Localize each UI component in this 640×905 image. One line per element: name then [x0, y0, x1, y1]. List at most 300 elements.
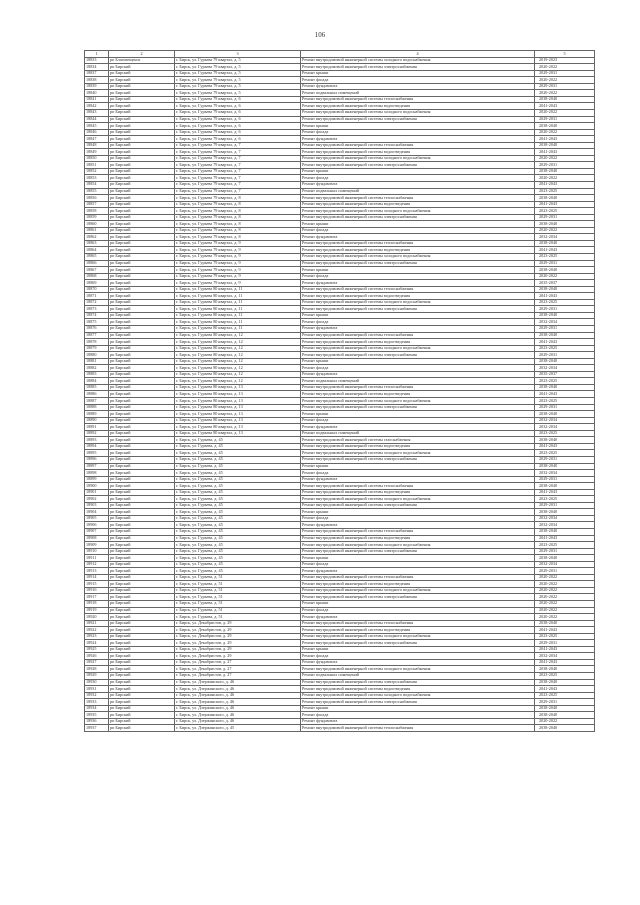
row-number-cell: 18923 [85, 633, 109, 640]
period-cell: 2029-2031 [535, 352, 595, 359]
municipality-cell: рп Бирский [109, 496, 175, 503]
municipality-cell: рп Бирский [109, 463, 175, 470]
work-type-cell: Ремонт подвальных помещений [301, 378, 535, 385]
address-cell: г. Бирск, ул. Декабристов, д. 29 [175, 627, 301, 634]
address-cell: г. Бирск, ул. Гурьева 80 квартал, д. 13 [175, 417, 301, 424]
row-number-cell: 18851 [85, 162, 109, 169]
municipality-cell: рп Бирский [109, 417, 175, 424]
period-cell: 2032-2034 [535, 522, 595, 529]
period-cell: 2029-2031 [535, 404, 595, 411]
period-cell: 2038-2040 [535, 123, 595, 130]
period-cell: 2032-2034 [535, 417, 595, 424]
work-type-cell: Ремонт внутридомовой инженерной системы холодного водоснабжения [301, 345, 535, 352]
row-number-cell: 18921 [85, 620, 109, 627]
address-cell: г. Бирск, ул. Декабристов, д. 29 [175, 646, 301, 653]
address-cell: г. Бирск, ул. Дзержинского, д. 46 [175, 705, 301, 712]
address-cell: г. Бирск, ул. Гурьева, д. 45 [175, 535, 301, 542]
municipality-cell: рп Бирский [109, 188, 175, 195]
address-cell: г. Бирск, ул. Гурьева 79 квартал, д. 7 [175, 168, 301, 175]
work-type-cell: Ремонт внутридомовой инженерной системы водоотведения [301, 293, 535, 300]
row-number-cell: 18900 [85, 483, 109, 490]
work-type-cell: Ремонт фасада [301, 273, 535, 280]
period-cell: 2020-2022 [535, 614, 595, 621]
municipality-cell: рп Бирский [109, 155, 175, 162]
work-type-cell: Ремонт внутридомовой инженерной системы холодного водоснабжения [301, 587, 535, 594]
column-number: 3 [175, 51, 301, 58]
row-number-cell: 18917 [85, 594, 109, 601]
address-cell: г. Бирск, ул. Дзержинского, д. 46 [175, 712, 301, 719]
period-cell: 2041-2043 [535, 339, 595, 346]
period-cell: 2038-2040 [535, 240, 595, 247]
row-number-cell: 18913 [85, 568, 109, 575]
municipality-cell: рп Бирский [109, 339, 175, 346]
address-cell: г. Бирск, ул. Дзержинского, д. 46 [175, 692, 301, 699]
row-number-cell: 18890 [85, 417, 109, 424]
period-cell: 2020-2022 [535, 64, 595, 71]
work-type-cell: Ремонт внутридомовой инженерной системы электроснабжения [301, 260, 535, 267]
municipality-cell: рп Бирский [109, 358, 175, 365]
work-type-cell: Ремонт внутридомовой инженерной системы теплоснабжения [301, 240, 535, 247]
column-number: 4 [301, 51, 535, 58]
address-cell: г. Бирск, ул. Гурьева, д. 51 [175, 600, 301, 607]
row-number-cell: 18926 [85, 653, 109, 660]
period-cell: 2032-2034 [535, 515, 595, 522]
row-number-cell: 18846 [85, 129, 109, 136]
address-cell: г. Бирск, ул. Гурьева 79 квартал, д. 7 [175, 175, 301, 182]
period-cell: 2032-2034 [535, 653, 595, 660]
row-number-cell: 18878 [85, 339, 109, 346]
work-type-cell: Ремонт фундамента [301, 568, 535, 575]
address-cell: г. Бирск, ул. Гурьева, д. 45 [175, 476, 301, 483]
municipality-cell: рп Бирский [109, 430, 175, 437]
row-number-cell: 18920 [85, 614, 109, 621]
municipality-cell: рп Бирский [109, 181, 175, 188]
municipality-cell: рп Бирский [109, 280, 175, 287]
address-cell: г. Бирск, ул. Гурьева, д. 51 [175, 614, 301, 621]
address-cell: г. Бирск, ул. Гурьева, д. 45 [175, 509, 301, 516]
municipality-cell: рп Бирский [109, 522, 175, 529]
period-cell: 2032-2034 [535, 319, 595, 326]
work-type-cell: Ремонт внутридомовой инженерной системы электроснабжения [301, 116, 535, 123]
period-cell: 2023-2025 [535, 398, 595, 405]
row-number-cell: 18916 [85, 587, 109, 594]
period-cell: 2020-2022 [535, 77, 595, 84]
row-number-cell: 18873 [85, 306, 109, 313]
work-type-cell: Ремонт крыши [301, 123, 535, 130]
period-cell: 2038-2040 [535, 528, 595, 535]
period-cell: 2029-2031 [535, 116, 595, 123]
period-cell: 2020-2022 [535, 90, 595, 97]
address-cell: г. Бирск, ул. Гурьева 80 квартал, д. 12 [175, 371, 301, 378]
address-cell: г. Бирск, ул. Гурьева 80 квартал, д. 11 [175, 312, 301, 319]
row-number-cell: 18859 [85, 214, 109, 221]
row-number-cell: 18862 [85, 234, 109, 241]
row-number-cell: 18896 [85, 456, 109, 463]
period-cell: 2020-2022 [535, 273, 595, 280]
period-cell: 2032-2034 [535, 424, 595, 431]
row-number-cell: 18922 [85, 627, 109, 634]
work-type-cell: Ремонт внутридомовой инженерной системы холодного водоснабжения [301, 496, 535, 503]
municipality-cell: рп Бирский [109, 260, 175, 267]
municipality-cell: рп Бирский [109, 489, 175, 496]
period-cell: 2020-2022 [535, 227, 595, 234]
municipality-cell: рп Бирский [109, 77, 175, 84]
municipality-cell: рп Бирский [109, 64, 175, 71]
work-type-cell: Ремонт фундамента [301, 136, 535, 143]
address-cell: г. Бирск, ул. Гурьева 79 квартал, д. 9 [175, 267, 301, 274]
period-cell: 2032-2034 [535, 470, 595, 477]
row-number-cell: 18903 [85, 502, 109, 509]
municipality-cell: рп Бирский [109, 293, 175, 300]
period-cell: 2035-2037 [535, 371, 595, 378]
row-number-cell: 18925 [85, 646, 109, 653]
period-cell: 2038-2040 [535, 483, 595, 490]
work-type-cell: Ремонт фундамента [301, 326, 535, 333]
row-number-cell: 18898 [85, 470, 109, 477]
row-number-cell: 18924 [85, 640, 109, 647]
address-cell: г. Бирск, ул. Гурьева 79 квартал, д. 8 [175, 221, 301, 228]
address-cell: г. Бирск, ул. Гурьева 80 квартал, д. 11 [175, 319, 301, 326]
address-cell: г. Бирск, ул. Гурьева 79 квартал, д. 9 [175, 280, 301, 287]
work-type-cell: Ремонт внутридомовой инженерной системы водоотведения [301, 103, 535, 110]
address-cell: г. Бирск, ул. Декабристов, д. 29 [175, 633, 301, 640]
address-cell: г. Бирск, ул. Гурьева 79 квартал, д. 5 [175, 77, 301, 84]
row-number-cell: 18840 [85, 90, 109, 97]
period-cell: 2041-2043 [535, 391, 595, 398]
period-cell: 2038-2040 [535, 195, 595, 202]
row-number-cell: 18842 [85, 103, 109, 110]
municipality-cell: рп Бирский [109, 673, 175, 680]
address-cell: г. Бирск, ул. Гурьева 80 квартал, д. 11 [175, 326, 301, 333]
row-number-cell: 18855 [85, 188, 109, 195]
work-type-cell: Ремонт внутридомовой инженерной системы электроснабжения [301, 640, 535, 647]
period-cell: 2038-2040 [535, 168, 595, 175]
row-number-cell: 18834 [85, 64, 109, 71]
period-cell: 2020-2022 [535, 607, 595, 614]
municipality-cell: рп Бирский [109, 208, 175, 215]
address-cell: г. Бирск, ул. Дзержинского, д. 46 [175, 686, 301, 693]
work-type-cell: Ремонт крыши [301, 705, 535, 712]
address-cell: г. Бирск, ул. Гурьева 79 квартал, д. 9 [175, 247, 301, 254]
address-cell: г. Бирск, ул. Гурьева, д. 45 [175, 515, 301, 522]
work-type-cell: Ремонт фасада [301, 653, 535, 660]
period-cell: 2020-2022 [535, 109, 595, 116]
work-type-cell: Ремонт крыши [301, 70, 535, 77]
row-number-cell: 18930 [85, 679, 109, 686]
work-type-cell: Ремонт внутридомовой инженерной системы электроснабжения [301, 502, 535, 509]
work-type-cell: Ремонт внутридомовой инженерной системы холодного водоснабжения [301, 208, 535, 215]
address-cell: г. Бирск, ул. Гурьева 79 квартал, д. 5 [175, 83, 301, 90]
work-type-cell: Ремонт фундамента [301, 234, 535, 241]
municipality-cell: рп Бирский [109, 607, 175, 614]
work-type-cell: Ремонт внутридомовой инженерной системы газоснабжения [301, 437, 535, 444]
period-cell: 2020-2022 [535, 718, 595, 725]
work-type-cell: Ремонт внутридомовой инженерной системы холодного водоснабжения [301, 109, 535, 116]
municipality-cell: рп Бирский [109, 659, 175, 666]
address-cell: г. Бирск, ул. Гурьева 80 квартал, д. 12 [175, 345, 301, 352]
work-type-cell: Ремонт фасада [301, 129, 535, 136]
row-number-cell: 18902 [85, 496, 109, 503]
column-number-row [85, 51, 595, 58]
municipality-cell: рп Бирский [109, 286, 175, 293]
address-cell: г. Бирск, ул. Гурьева 80 квартал, д. 11 [175, 299, 301, 306]
municipality-cell: рп Благовещенск [109, 57, 175, 64]
row-number-cell: 18909 [85, 542, 109, 549]
period-cell: 2038-2040 [535, 221, 595, 228]
address-cell: г. Бирск, ул. Гурьева, д. 51 [175, 581, 301, 588]
period-cell: 2023-2025 [535, 692, 595, 699]
address-cell: г. Бирск, ул. Гурьева, д. 45 [175, 555, 301, 562]
work-type-cell: Ремонт внутридомовой инженерной системы водоотведения [301, 391, 535, 398]
work-type-cell: Ремонт фасада [301, 470, 535, 477]
work-type-cell: Ремонт внутридомовой инженерной системы электроснабжения [301, 64, 535, 71]
work-type-cell: Ремонт внутридомовой инженерной системы электроснабжения [301, 352, 535, 359]
work-type-cell: Ремонт внутридомовой инженерной системы электроснабжения [301, 404, 535, 411]
address-cell: г. Бирск, ул. Дзержинского, д. 46 [175, 699, 301, 706]
row-number-cell: 18849 [85, 149, 109, 156]
period-cell: 2041-2043 [535, 659, 595, 666]
municipality-cell: рп Бирский [109, 476, 175, 483]
municipality-cell: рп Бирский [109, 162, 175, 169]
work-type-cell: Ремонт внутридомовой инженерной системы холодного водоснабжения [301, 450, 535, 457]
work-type-cell: Ремонт подвальных помещений [301, 673, 535, 680]
row-number-cell: 18912 [85, 561, 109, 568]
work-type-cell: Ремонт внутридомовой инженерной системы водоотведения [301, 339, 535, 346]
period-cell: 2020-2022 [535, 129, 595, 136]
address-cell: г. Бирск, ул. Гурьева 79 квартал, д. 8 [175, 227, 301, 234]
work-type-cell: Ремонт фундамента [301, 614, 535, 621]
period-cell: 2029-2031 [535, 476, 595, 483]
address-cell: г. Бирск, ул. Гурьева 80 квартал, д. 12 [175, 352, 301, 359]
work-type-cell: Ремонт фасада [301, 712, 535, 719]
municipality-cell: рп Бирский [109, 240, 175, 247]
address-cell: г. Бирск, ул. Гурьева 79 квартал, д. 7 [175, 149, 301, 156]
row-number-cell: 18892 [85, 430, 109, 437]
work-type-cell: Ремонт фундамента [301, 476, 535, 483]
municipality-cell: рп Бирский [109, 365, 175, 372]
address-cell: г. Бирск, ул. Гурьева, д. 51 [175, 587, 301, 594]
work-type-cell: Ремонт внутридомовой инженерной системы водоотведения [301, 581, 535, 588]
work-type-cell: Ремонт крыши [301, 267, 535, 274]
period-cell: 2041-2043 [535, 443, 595, 450]
row-number-cell: 18843 [85, 109, 109, 116]
work-type-cell: Ремонт фундамента [301, 718, 535, 725]
work-type-cell: Ремонт фасада [301, 607, 535, 614]
municipality-cell: рп Бирский [109, 391, 175, 398]
period-cell: 2023-2025 [535, 450, 595, 457]
municipality-cell: рп Бирский [109, 90, 175, 97]
address-cell: г. Бирск, ул. Гурьева, д. 51 [175, 607, 301, 614]
period-cell: 2023-2025 [535, 496, 595, 503]
column-number: 5 [535, 51, 595, 58]
municipality-cell: рп Бирский [109, 483, 175, 490]
municipality-cell: рп Бирский [109, 83, 175, 90]
municipality-cell: рп Бирский [109, 411, 175, 418]
municipality-cell: рп Бирский [109, 168, 175, 175]
row-number-cell: 18904 [85, 509, 109, 516]
municipality-cell: рп Бирский [109, 175, 175, 182]
period-cell: 2020-2022 [535, 594, 595, 601]
address-cell: г. Бирск, ул. Гурьева 79 квартал, д. 5 [175, 90, 301, 97]
municipality-cell: рп Бирский [109, 725, 175, 732]
address-cell: г. Бирск, ул. Гурьева 79 квартал, д. 8 [175, 208, 301, 215]
address-cell: г. Бирск, ул. Гурьева, д. 45 [175, 456, 301, 463]
period-cell: 2041-2043 [535, 149, 595, 156]
municipality-cell: рп Бирский [109, 234, 175, 241]
row-number-cell: 18885 [85, 384, 109, 391]
row-number-cell: 18886 [85, 391, 109, 398]
row-number-cell: 18889 [85, 411, 109, 418]
municipality-cell: рп Бирский [109, 227, 175, 234]
row-number-cell: 18838 [85, 77, 109, 84]
municipality-cell: рп Бирский [109, 640, 175, 647]
municipality-cell: рп Бирский [109, 548, 175, 555]
row-number-cell: 18845 [85, 123, 109, 130]
work-type-cell: Ремонт фасада [301, 417, 535, 424]
period-cell: 2041-2043 [535, 686, 595, 693]
work-type-cell: Ремонт внутридомовой инженерной системы электроснабжения [301, 214, 535, 221]
period-cell: 2023-2025 [535, 188, 595, 195]
period-cell: 2023-2025 [535, 299, 595, 306]
row-number-cell: 18897 [85, 463, 109, 470]
period-cell: 2029-2031 [535, 502, 595, 509]
address-cell: г. Бирск, ул. Гурьева 79 квартал, д. 5 [175, 64, 301, 71]
works-schedule-table [84, 50, 595, 732]
address-cell: г. Бирск, ул. Гурьева 79 квартал, д. 5 [175, 70, 301, 77]
address-cell: г. Бирск, ул. Гурьева 80 квартал, д. 13 [175, 384, 301, 391]
page-number: 106 [314, 31, 326, 39]
address-cell: г. Бирск, ул. Гурьева 79 квартал, д. 7 [175, 155, 301, 162]
municipality-cell: рп Бирский [109, 443, 175, 450]
address-cell: г. Бирск, ул. Гурьева 80 квартал, д. 13 [175, 391, 301, 398]
period-cell: 2038-2040 [535, 384, 595, 391]
row-number-cell: 18850 [85, 155, 109, 162]
work-type-cell: Ремонт внутридомовой инженерной системы водоотведения [301, 627, 535, 634]
municipality-cell: рп Бирский [109, 437, 175, 444]
period-cell: 2041-2043 [535, 293, 595, 300]
municipality-cell: рп Бирский [109, 129, 175, 136]
municipality-cell: рп Бирский [109, 581, 175, 588]
address-cell: г. Бирск, ул. Гурьева, д. 45 [175, 450, 301, 457]
address-cell: г. Бирск, ул. Гурьева 80 квартал, д. 12 [175, 332, 301, 339]
row-number-cell: 18876 [85, 326, 109, 333]
row-number-cell: 18906 [85, 522, 109, 529]
municipality-cell: рп Бирский [109, 221, 175, 228]
address-cell: г. Бирск, ул. Гурьева, д. 45 [175, 561, 301, 568]
period-cell: 2023-2025 [535, 633, 595, 640]
address-cell: г. Бирск, ул. Гурьева 80 квартал, д. 13 [175, 411, 301, 418]
row-number-cell: 18854 [85, 181, 109, 188]
column-number: 1 [85, 51, 109, 58]
row-number-cell: 18841 [85, 96, 109, 103]
work-type-cell: Ремонт крыши [301, 168, 535, 175]
municipality-cell: рп Бирский [109, 561, 175, 568]
period-cell: 2038-2040 [535, 620, 595, 627]
address-cell: г. Бирск, ул. Гурьева, д. 45 [175, 489, 301, 496]
period-cell: 2041-2043 [535, 646, 595, 653]
period-cell: 2038-2040 [535, 142, 595, 149]
work-type-cell: Ремонт фасада [301, 561, 535, 568]
row-number-cell: 18847 [85, 136, 109, 143]
row-number-cell: 18937 [85, 725, 109, 732]
row-number-cell: 18907 [85, 528, 109, 535]
period-cell: 2038-2040 [535, 358, 595, 365]
work-type-cell: Ремонт внутридомовой инженерной системы холодного водоснабжения [301, 299, 535, 306]
row-number-cell: 18871 [85, 293, 109, 300]
address-cell: г. Бирск, ул. Гурьева 79 квартал, д. 6 [175, 96, 301, 103]
work-type-cell: Ремонт внутридомовой инженерной системы теплоснабжения [301, 195, 535, 202]
row-number-cell: 18908 [85, 535, 109, 542]
period-cell: 2020-2022 [535, 600, 595, 607]
municipality-cell: рп Бирский [109, 542, 175, 549]
work-type-cell: Ремонт фундамента [301, 280, 535, 287]
address-cell: г. Бирск, ул. Гурьева, д. 45 [175, 528, 301, 535]
work-type-cell: Ремонт фасада [301, 175, 535, 182]
period-cell: 2041-2043 [535, 136, 595, 143]
period-cell: 2019-2023 [535, 57, 595, 64]
row-number-cell: 18911 [85, 555, 109, 562]
row-number-cell: 18894 [85, 443, 109, 450]
row-number-cell: 18879 [85, 345, 109, 352]
row-number-cell: 18880 [85, 352, 109, 359]
address-cell: г. Бирск, ул. Гурьева, д. 45 [175, 483, 301, 490]
period-cell: 2029-2031 [535, 260, 595, 267]
work-type-cell: Ремонт внутридомовой инженерной системы теплоснабжения [301, 574, 535, 581]
work-type-cell: Ремонт внутридомовой инженерной системы водоотведения [301, 489, 535, 496]
row-number-cell: 18901 [85, 489, 109, 496]
municipality-cell: рп Бирский [109, 699, 175, 706]
municipality-cell: рп Бирский [109, 273, 175, 280]
row-number-cell: 18893 [85, 437, 109, 444]
municipality-cell: рп Бирский [109, 123, 175, 130]
work-type-cell: Ремонт внутридомовой инженерной системы водоотведения [301, 247, 535, 254]
work-type-cell: Ремонт фундамента [301, 424, 535, 431]
work-type-cell: Ремонт внутридомовой инженерной системы холодного водоснабжения [301, 633, 535, 640]
municipality-cell: рп Бирский [109, 332, 175, 339]
row-number-cell: 18887 [85, 398, 109, 405]
municipality-cell: рп Бирский [109, 594, 175, 601]
row-number-cell: 18866 [85, 260, 109, 267]
address-cell: г. Бирск, ул. Гурьева 79 квартал, д. 7 [175, 142, 301, 149]
address-cell: г. Бирск, ул. Гурьева, д. 51 [175, 574, 301, 581]
work-type-cell: Ремонт внутридомовой инженерной системы теплоснабжения [301, 332, 535, 339]
work-type-cell: Ремонт внутридомовой инженерной системы теплоснабжения [301, 286, 535, 293]
municipality-cell: рп Бирский [109, 555, 175, 562]
period-cell: 2035-2037 [535, 280, 595, 287]
row-number-cell: 18833 [85, 57, 109, 64]
municipality-cell: рп Бирский [109, 509, 175, 516]
address-cell: г. Бирск, ул. Декабристов, д. 29 [175, 653, 301, 660]
work-type-cell: Ремонт внутридомовой инженерной системы теплоснабжения [301, 528, 535, 535]
period-cell: 2023-2025 [535, 673, 595, 680]
period-cell: 2038-2040 [535, 286, 595, 293]
work-type-cell: Ремонт внутридомовой инженерной системы электроснабжения [301, 306, 535, 313]
municipality-cell: рп Бирский [109, 614, 175, 621]
municipality-cell: рп Бирский [109, 633, 175, 640]
address-cell: г. Бирск, ул. Гурьева 79 квартал, д. 9 [175, 254, 301, 261]
work-type-cell: Ремонт внутридомовой инженерной системы теплоснабжения [301, 142, 535, 149]
municipality-cell: рп Бирский [109, 214, 175, 221]
work-type-cell: Ремонт внутридомовой инженерной системы электроснабжения [301, 548, 535, 555]
municipality-cell: рп Бирский [109, 679, 175, 686]
row-number-cell: 18888 [85, 404, 109, 411]
municipality-cell: рп Бирский [109, 646, 175, 653]
period-cell: 2029-2031 [535, 306, 595, 313]
row-number-cell: 18881 [85, 358, 109, 365]
work-type-cell: Ремонт внутридомовой инженерной системы водоотведения [301, 149, 535, 156]
row-number-cell: 18877 [85, 332, 109, 339]
period-cell: 2032-2034 [535, 561, 595, 568]
